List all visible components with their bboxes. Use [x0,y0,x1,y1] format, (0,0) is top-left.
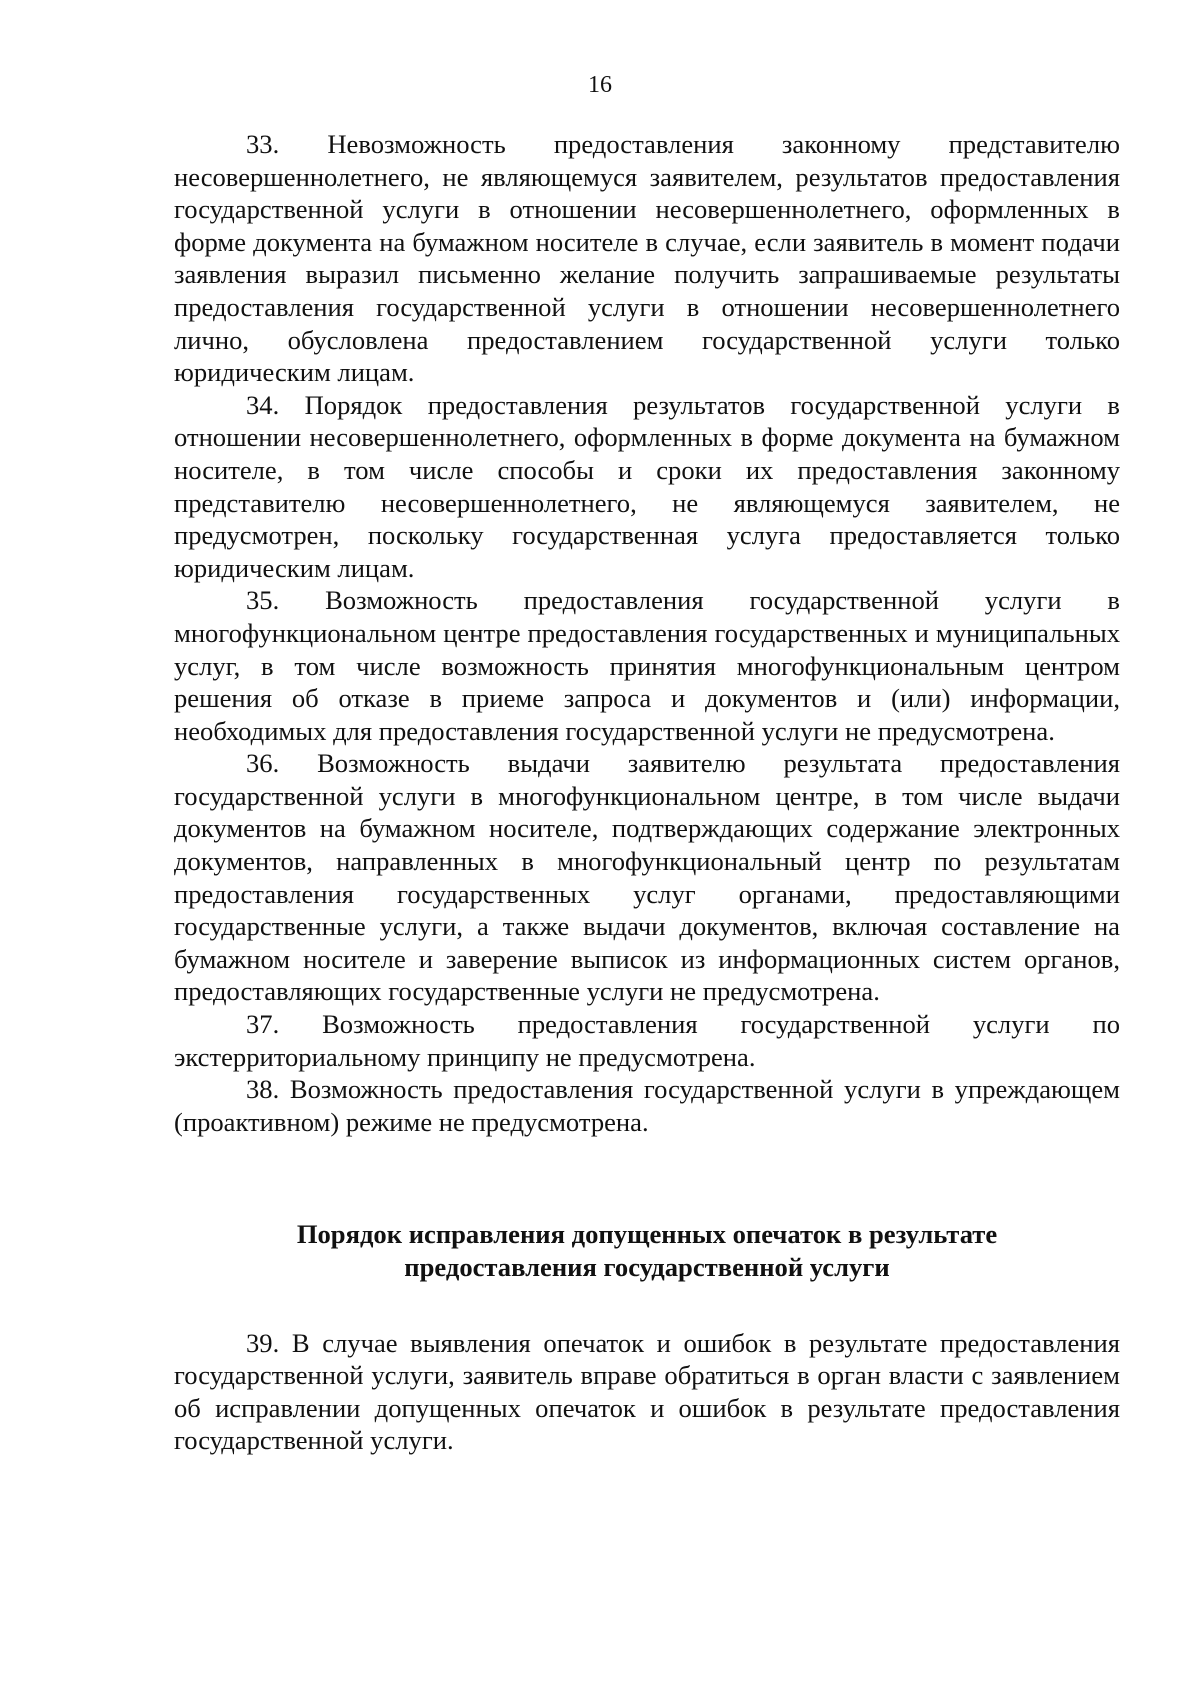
paragraph-34: 34. Порядок предоставления результатов государственной услуги в отношении несовершеннолетнего, оформленных в форме документа на бумажном носителе, в том числе способы и сроки их предоставления законному представителю несовершеннолетнего, не являющемуся заявителем, не предусмотрен, поскольку государственная услуга предоставляется только юридическим лицам. [174,389,1120,583]
paragraph-36: 36. Возможность выдачи заявителю результата предоставления государственной услуги в многофункциональном центре, в том числе выдачи документов на бумажном носителе, подтверждающих содержание электронных документов, направленных в многофункциональный центр по результатам предоставления государственных услуг органами, предоставляющими государственные услуги, а также выдачи документов, включая составление на бумажном носителе и заверение выписок из информационных систем органов, предоставляющих государственные услуги не предусмотрена. [174,748,1120,1007]
section-heading-line-2: предоставления государственной услуги [404,1252,890,1282]
document-body [174,128,1120,1457]
section-heading [174,1218,1120,1283]
paragraph-37: 37. Возможность предоставления государственной услуги по экстерриториальному принципу не предусмотрена. [174,1009,1120,1072]
page-number: 16 [588,72,612,98]
section-heading-line-1: Порядок исправления допущенных опечаток в результате [296,1219,998,1250]
paragraph-38: 38. Возможность предоставления государственной услуги в упреждающем (проактивном) режиме не предусмотрена. [174,1074,1120,1137]
paragraph-39: 39. В случае выявления опечаток и ошибок в результате предоставления государственной услуги, заявитель вправе обратиться в орган власти с заявлением об исправлении допущенных опечаток и ошибок в результате предоставления государственной услуги. [174,1327,1120,1456]
paragraph-33: 33. Невозможность предоставления законному представителю несовершеннолетнего, не являющемуся заявителем, результатов предоставления государственной услуги в отношении несовершеннолетнего, оформленных в форме документа на бумажном носителе в случае, если заявитель в момент подачи заявления выразил письменно желание получить запрашиваемые результаты предоставления государственной услуги в отношении несовершеннолетнего лично, обусловлена предоставлением государственной услуги только юридическим лицам. [174,129,1120,388]
paragraph-35: 35. Возможность предоставления государственной услуги в многофункциональном центре предоставления государственных и муниципальных услуг, в том числе возможность принятия многофункциональным центром решения об отказе в приеме запроса и документов и (или) информации, необходимых для предоставления государственной услуги не предусмотрена. [174,585,1120,746]
